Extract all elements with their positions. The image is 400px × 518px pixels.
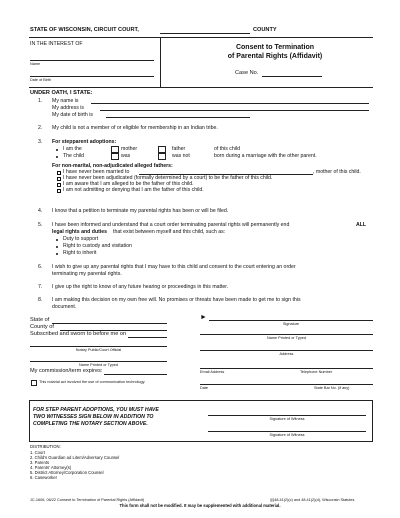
date-bar-line[interactable] — [200, 384, 373, 385]
mother-checkbox[interactable] — [111, 146, 119, 153]
item-number: 7. — [38, 284, 43, 290]
signature-label: Signature — [282, 322, 300, 326]
state-bar-label: State Bar No. (if any) — [314, 386, 350, 390]
address-prompt: My address is — [52, 105, 84, 111]
county-label: COUNTY — [253, 27, 277, 33]
never-married-text: I have never been married to — [63, 169, 130, 175]
email-phone-line[interactable] — [200, 368, 373, 369]
notary-official-label: Notary Public/Court Official — [75, 348, 122, 352]
commission-label: My commission/term expires: — [30, 368, 103, 374]
my-name-field[interactable] — [91, 103, 369, 104]
stepparent-heading: For stepparent adoptions: — [52, 139, 117, 145]
alleged-father-text: I am aware that I am alleged to be the father of this child. — [63, 181, 194, 187]
item-number: 6. — [38, 264, 43, 270]
was-checkbox[interactable] — [111, 153, 119, 160]
father-checkbox[interactable] — [158, 146, 166, 153]
duty-custody: Right to custody and visitation — [63, 243, 132, 249]
witness-1-signature-line[interactable] — [208, 415, 366, 416]
notary-name-line[interactable] — [30, 361, 167, 362]
child-name-field[interactable] — [30, 60, 154, 61]
father-label: father — [172, 146, 186, 152]
distribution-item: 1. Court — [30, 450, 45, 455]
item-number: 5. — [38, 222, 43, 228]
distribution-heading: DISTRIBUTION: — [30, 444, 61, 449]
item-8-text-line1: I am making this decision on my own free will. No promises or threats have been made to get me to sign this — [52, 297, 301, 303]
checkbox-bullet-icon — [57, 171, 61, 175]
distribution-item: 4. Parents' Attorney(s) — [30, 465, 72, 470]
case-no-field[interactable] — [262, 76, 322, 77]
was-not-checkbox[interactable] — [158, 153, 166, 160]
distribution-item: 2. Child's Guardian ad Litem/Adversary Counsel — [30, 455, 120, 460]
commission-field[interactable] — [104, 374, 167, 375]
born-during-label: born during a marriage with the other parent. — [214, 153, 317, 159]
subscribed-date-field[interactable] — [128, 337, 167, 338]
state-of-label: State of — [30, 317, 50, 323]
modification-notice: This form shall not be modified. It may be supplemented with additional material. — [119, 503, 281, 508]
distribution-item: 5. District Attorney/Corporation Counsel — [30, 470, 104, 475]
item-number: 3. — [38, 139, 43, 145]
name-prompt: My name is — [52, 98, 79, 104]
was-not-label: was not — [172, 153, 190, 159]
header-divider — [29, 37, 373, 38]
case-no-label: Case No. — [235, 70, 259, 76]
county-field[interactable] — [160, 33, 250, 34]
form-title-line2: of Parental Rights (Affidavit) — [227, 53, 323, 60]
bullet-icon — [56, 239, 58, 241]
item-4-text: I know that a petition to terminate my parental rights has been or will be filed. — [52, 208, 229, 214]
not-admitting-text: I am not admitting or denying that I am the father of this child. — [63, 187, 204, 193]
my-address-field[interactable] — [100, 110, 369, 111]
was-label: was — [121, 153, 131, 159]
header-vertical-divider — [160, 37, 161, 87]
witness-1-label: Signature of Witness — [269, 417, 305, 421]
item-7-text: I give up the right to know of any future hearing or proceedings in this matter. — [52, 284, 229, 290]
dob-label: Date of Birth — [30, 78, 52, 82]
bullet-icon — [56, 149, 58, 151]
form-title-line1: Consent to Termination — [235, 44, 315, 51]
address-label: Address — [279, 352, 294, 356]
distribution-item: 3. Parents — [30, 460, 50, 465]
dob-prompt: My date of birth is — [52, 112, 93, 118]
bullet-icon — [56, 156, 58, 158]
signer-address-line[interactable] — [200, 350, 373, 351]
notary-signature-line[interactable] — [30, 346, 167, 347]
oath-heading: UNDER OATH, I STATE: — [30, 90, 93, 96]
legal-rights-emphasis: legal rights and duties — [52, 229, 108, 235]
distribution-item: 6. Caseworker — [30, 475, 57, 480]
signer-name-label: Name Printed or Typed — [267, 336, 306, 340]
item-number: 4. — [38, 208, 43, 214]
sign-here-arrow-icon: ► — [200, 314, 207, 321]
name-label: Name — [30, 62, 41, 66]
signer-name-line[interactable] — [200, 334, 373, 335]
checkbox-bullet-icon — [57, 183, 61, 187]
item-number: 2. — [38, 125, 43, 131]
the-child-label: The child — [63, 153, 85, 159]
witness-2-label: Signature of Witness — [269, 433, 305, 437]
statutes-reference: §§48.41(2)(c) and 48.41(2)(d), Wisconsin Statutes — [270, 498, 355, 502]
of-this-child-label: of this child — [214, 146, 240, 152]
my-dob-field[interactable] — [106, 117, 250, 118]
item-number: 1. — [38, 98, 43, 104]
stepparent-notice-line3: COMPLETING THE NOTARY SECTION ABOVE. — [33, 421, 148, 427]
checkbox-bullet-icon — [57, 177, 61, 181]
stepparent-notice-line2: TWO WITNESSES SIGN BELOW IN ADDITION TO — [33, 414, 154, 420]
nonmarital-heading: For non-marital, non-adjudicated alleged fathers: — [52, 163, 173, 169]
telephone-label: Telephone Number — [300, 370, 333, 374]
i-am-the-label: I am the — [63, 146, 82, 152]
court-heading: STATE OF WISCONSIN, CIRCUIT COURT, — [30, 27, 139, 33]
stepparent-notice-line1: FOR STEP PARENT ADOPTIONS, YOU MUST HAVE — [33, 407, 159, 413]
bullet-icon — [56, 253, 58, 255]
mother-of-child-text: , mother of this child. — [313, 169, 361, 175]
remote-notarization-checkbox[interactable] — [31, 380, 37, 386]
date-label: Date — [200, 386, 209, 390]
item-2-text: My child is not a member of or eligible for membership in an Indian tribe. — [52, 125, 218, 131]
duty-inherit: Right to inherit — [63, 250, 97, 256]
never-adjudicated-text: I have never been adjudicated (formally determined by a court) to be the father of this child. — [63, 175, 273, 181]
subscribed-label: Subscribed and sworn to before me on — [30, 331, 127, 337]
state-of-field[interactable] — [52, 323, 167, 324]
remote-notarization-label: This notarial act involved the use of communication technology. — [39, 380, 146, 384]
notary-name-label: Name Printed or Typed — [79, 363, 118, 367]
dob-field[interactable] — [30, 76, 154, 77]
item-5-text-line2: that exist between myself and this child, such as: — [113, 229, 226, 235]
email-label: Email Address — [200, 370, 225, 374]
in-interest-label: IN THE INTEREST OF — [30, 41, 83, 47]
item-number: 8. — [38, 297, 43, 303]
item-8-text-line2: document. — [52, 304, 77, 310]
checkbox-bullet-icon — [57, 189, 61, 193]
county-of-label: County of — [30, 324, 54, 330]
all-emphasis: ALL — [356, 222, 367, 228]
form-id: JC-1606, 06/22 Consent to Termination of Parental Rights (Affidavit) — [30, 498, 145, 502]
item-6-text-line2: terminating my parental rights. — [52, 271, 122, 277]
mother-label: mother — [121, 146, 138, 152]
signature-line[interactable] — [209, 320, 373, 321]
bullet-icon — [56, 246, 58, 248]
header-bottom-divider — [29, 87, 373, 88]
item-5-text-line1: I have been informed and understand that a court order terminating parental rights will permanently end — [52, 222, 290, 228]
witness-2-signature-line[interactable] — [208, 431, 366, 432]
item-6-text-line1: I wish to give up any parental rights that I may have to this child and consent to the court entering an order — [52, 264, 296, 270]
duty-support: Duty to support — [63, 236, 99, 242]
